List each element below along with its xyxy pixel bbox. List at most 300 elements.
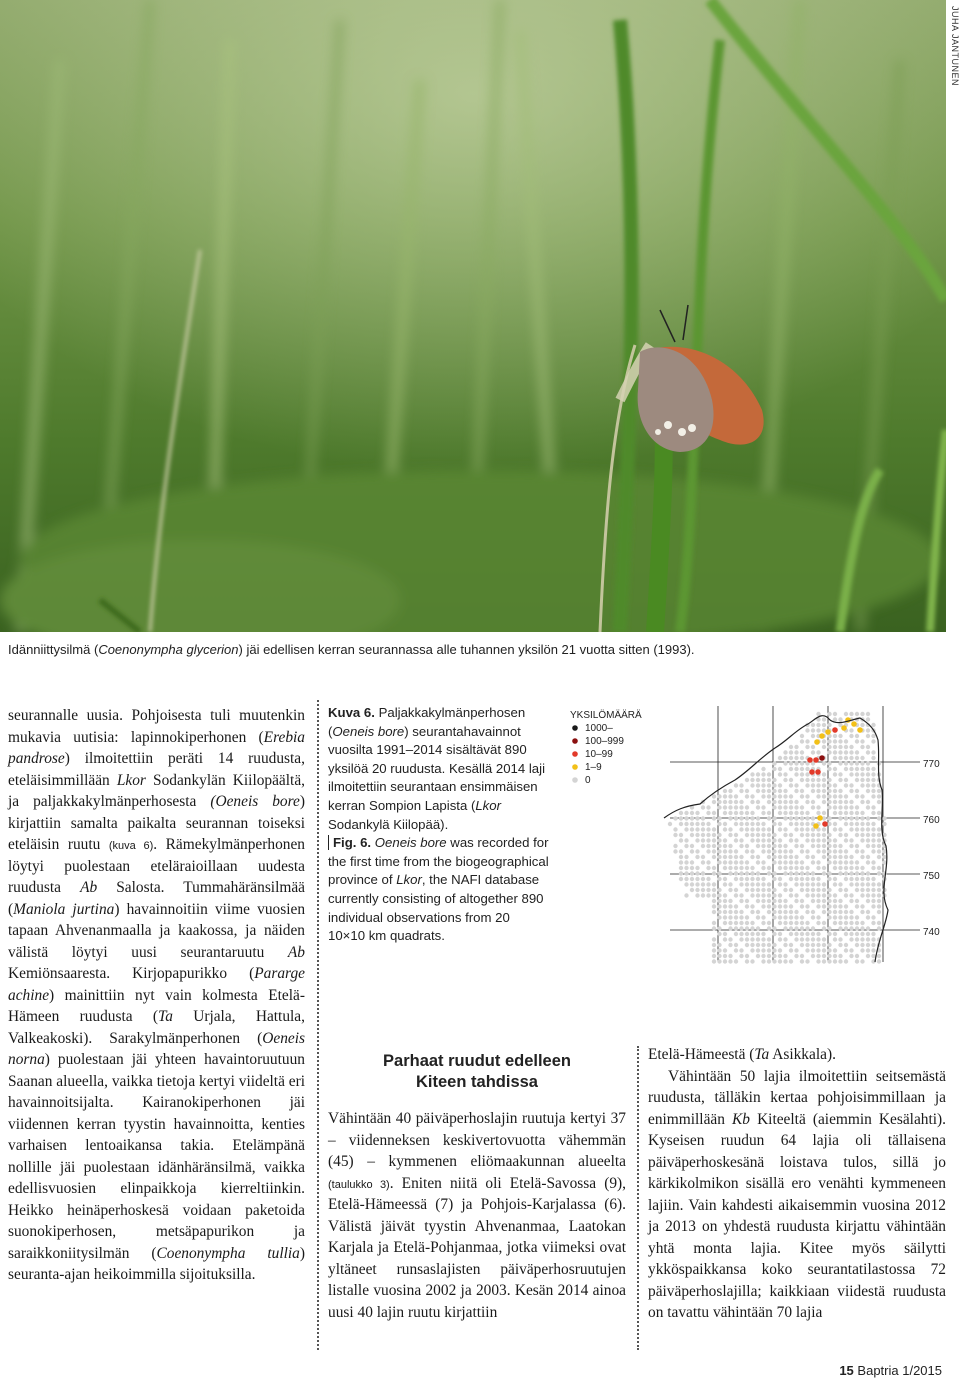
cell-dot: [789, 794, 793, 798]
cell-dot: [783, 871, 787, 875]
cell-dot: [723, 822, 727, 826]
cell-dot: [844, 904, 848, 908]
cell-dot: [844, 888, 848, 892]
cell-dot: [800, 816, 804, 820]
cell-dot: [701, 871, 705, 875]
cell-dot: [690, 860, 694, 864]
cell-dot: [745, 926, 749, 930]
cell-dot: [761, 772, 765, 776]
cell-dot: [717, 860, 721, 864]
legend-label: 1000–: [585, 723, 613, 734]
cell-dot: [816, 833, 820, 837]
cell-dot: [756, 893, 760, 897]
cell-dot: [811, 893, 815, 897]
cell-dot: [855, 926, 859, 930]
cell-dot: [866, 833, 870, 837]
cell-dot: [712, 893, 716, 897]
cell-dot: [800, 739, 804, 743]
cell-dot: [833, 805, 837, 809]
cell-dot: [871, 943, 875, 947]
cell-dot: [849, 734, 853, 738]
cell-dot: [750, 904, 754, 908]
cell-dot: [816, 888, 820, 892]
cell-dot: [761, 915, 765, 919]
grid-cell-dots: [668, 712, 887, 964]
cell-dot: [734, 811, 738, 815]
cell-dot: [833, 910, 837, 914]
cell-dot: [789, 888, 793, 892]
cell-dot: [866, 954, 870, 958]
cell-dot: [822, 723, 826, 727]
cell-dot: [745, 904, 749, 908]
cell-dot: [756, 888, 760, 892]
cell-dot: [712, 833, 716, 837]
column-divider-2: [637, 1046, 639, 1350]
cell-dot: [866, 822, 870, 826]
cell-dot: [871, 893, 875, 897]
cell-dot: [827, 893, 831, 897]
cell-dot: [871, 789, 875, 793]
cell-dot: [833, 745, 837, 749]
cell-dot: [838, 794, 842, 798]
cell-dot: [800, 932, 804, 936]
cell-dot: [783, 827, 787, 831]
cell-dot: [855, 849, 859, 853]
cell-dot: [728, 910, 732, 914]
cell-dot: [827, 959, 831, 963]
cell-dot: [767, 921, 771, 925]
cell-dot: [712, 904, 716, 908]
cell-dot: [756, 860, 760, 864]
cell-dot: [811, 734, 815, 738]
cell-dot: [761, 767, 765, 771]
cell-dot: [816, 932, 820, 936]
cell-dot: [833, 959, 837, 963]
cell-dot: [756, 877, 760, 881]
cell-dot: [717, 904, 721, 908]
cell-dot: [734, 833, 738, 837]
cell-dot: [855, 789, 859, 793]
cell-dot: [767, 811, 771, 815]
cell-dot: [756, 915, 760, 919]
cell-dot: [816, 838, 820, 842]
cell-dot: [794, 800, 798, 804]
cell-dot: [789, 833, 793, 837]
cell-dot: [756, 932, 760, 936]
cell-dot: [805, 904, 809, 908]
cell-dot: [805, 767, 809, 771]
cell-dot: [860, 893, 864, 897]
cell-dot: [723, 915, 727, 919]
meadow-butterfly-image: [0, 0, 946, 632]
cell-dot: [800, 921, 804, 925]
cell-dot: [844, 822, 848, 826]
cell-dot: [822, 888, 826, 892]
cell-dot: [734, 932, 738, 936]
cell-dot: [756, 805, 760, 809]
cell-dot: [717, 833, 721, 837]
cell-dot: [783, 849, 787, 853]
cell-dot: [849, 882, 853, 886]
cell-dot: [684, 893, 688, 897]
cell-dot: [723, 904, 727, 908]
cell-dot: [800, 860, 804, 864]
cell-dot: [684, 882, 688, 886]
cell-dot: [800, 761, 804, 765]
cell-dot: [717, 816, 721, 820]
cell-dot: [794, 915, 798, 919]
cell-dot: [723, 954, 727, 958]
cell-dot: [695, 882, 699, 886]
cell-dot: [860, 745, 864, 749]
cell-dot: [739, 932, 743, 936]
cell-dot: [695, 871, 699, 875]
cell-dot: [855, 877, 859, 881]
photo-caption: Idänniittysilmä (Coenonympha glycerion) jäi edellisen kerran seurannassa alle tuhannen yksilön 21 vuotta sitten (1993).: [8, 642, 695, 657]
cell-dot: [838, 888, 842, 892]
cell-dot: [734, 910, 738, 914]
cell-dot: [783, 756, 787, 760]
observation-dot: [813, 823, 819, 829]
cell-dot: [717, 800, 721, 804]
cell-dot: [789, 921, 793, 925]
cell-dot: [844, 910, 848, 914]
cell-dot: [750, 822, 754, 826]
cell-dot: [816, 904, 820, 908]
cell-dot: [794, 827, 798, 831]
cell-dot: [739, 877, 743, 881]
cell-dot: [811, 833, 815, 837]
cell-dot: [783, 943, 787, 947]
cell-dot: [794, 932, 798, 936]
cell-dot: [767, 904, 771, 908]
cell-dot: [827, 904, 831, 908]
cell-dot: [855, 915, 859, 919]
cell-dot: [789, 816, 793, 820]
cell-dot: [849, 899, 853, 903]
cell-dot: [728, 943, 732, 947]
cell-dot: [695, 877, 699, 881]
cell-dot: [822, 855, 826, 859]
cell-dot: [745, 866, 749, 870]
cell-dot: [822, 739, 826, 743]
cell-dot: [827, 849, 831, 853]
cell-dot: [800, 844, 804, 848]
cell-dot: [849, 860, 853, 864]
cell-dot: [833, 855, 837, 859]
cell-dot: [827, 899, 831, 903]
cell-dot: [855, 860, 859, 864]
section-heading-line-1: Parhaat ruudut edelleen: [383, 1052, 571, 1070]
cell-dot: [844, 871, 848, 875]
section-heading: [328, 1051, 626, 1093]
cell-dot: [761, 805, 765, 809]
cell-dot: [712, 849, 716, 853]
cell-dot: [860, 739, 864, 743]
cell-dot: [866, 926, 870, 930]
cell-dot: [871, 921, 875, 925]
cell-dot: [805, 827, 809, 831]
cell-dot: [684, 844, 688, 848]
cell-dot: [778, 866, 782, 870]
cell-dot: [717, 910, 721, 914]
cell-dot: [767, 772, 771, 776]
cell-dot: [849, 750, 853, 754]
cell-dot: [811, 943, 815, 947]
journal-name: Baptria 1/2015: [857, 1363, 942, 1378]
cell-dot: [805, 811, 809, 815]
cell-dot: [827, 888, 831, 892]
cell-dot: [849, 772, 853, 776]
cell-dot: [734, 959, 738, 963]
body-column-3: Etelä-Hämeestä (Ta Asikkala). Vähintään 50 lajia ilmoitettiin seitsemästä ruudusta, tälläkin kertaa pohjoisimmillaan ja enimmillään Kb Kiteeltä (aiemmin Kesälahti). Kyseisen ruudun 64 lajia oli tällaisena päiväperhoskesänä loistava tulos, sillä jo kärkikolmikon sisällä ero venähti kymmeneen lajiin. Vain kahdesti aikaisemmin vuosina 2012 ja 2013 on yhdestä ruudusta kirjattu vähintään yhtä monta lajia. Kitee myös säilytti ykköspaikkansa koko seurantatilastossa 72 päiväperhoslajilla; kaikkiaan viidestä ruudusta on tavattu vähintään 70 lajia: [648, 1046, 947, 1321]
cell-dot: [706, 888, 710, 892]
lat-label-770: 770: [923, 759, 940, 770]
cell-dot: [849, 805, 853, 809]
cell-dot: [811, 789, 815, 793]
cell-dot: [756, 783, 760, 787]
cell-dot: [767, 871, 771, 875]
cell-dot: [772, 910, 776, 914]
cell-dot: [789, 767, 793, 771]
cell-dot: [761, 844, 765, 848]
cell-dot: [871, 915, 875, 919]
cell-dot: [860, 712, 864, 716]
cell-dot: [767, 948, 771, 952]
cell-dot: [827, 833, 831, 837]
cell-dot: [871, 882, 875, 886]
cell-dot: [767, 866, 771, 870]
cell-dot: [838, 849, 842, 853]
cell-dot: [844, 893, 848, 897]
cell-dot: [745, 811, 749, 815]
cell-dot: [668, 822, 672, 826]
cell-dot: [816, 877, 820, 881]
cell-dot: [833, 772, 837, 776]
cell-dot: [816, 712, 820, 716]
cell-dot: [805, 778, 809, 782]
cell-dot: [750, 893, 754, 897]
cell-dot: [712, 816, 716, 820]
cell-dot: [849, 838, 853, 842]
cell-dot: [772, 822, 776, 826]
cell-dot: [772, 783, 776, 787]
cell-dot: [706, 822, 710, 826]
cell-dot: [849, 728, 853, 732]
cell-dot: [860, 756, 864, 760]
cell-dot: [723, 800, 727, 804]
cell-dot: [822, 794, 826, 798]
cell-dot: [789, 904, 793, 908]
cell-dot: [739, 860, 743, 864]
cell-dot: [712, 844, 716, 848]
page-footer: [839, 1363, 942, 1378]
cell-dot: [794, 893, 798, 897]
cell-dot: [690, 849, 694, 853]
cell-dot: [750, 871, 754, 875]
cell-dot: [838, 827, 842, 831]
cell-dot: [849, 921, 853, 925]
cell-dot: [745, 833, 749, 837]
cell-dot: [838, 833, 842, 837]
cell-dot: [723, 910, 727, 914]
cell-dot: [701, 888, 705, 892]
cell-dot: [822, 904, 826, 908]
cell-dot: [728, 871, 732, 875]
cell-dot: [877, 838, 881, 842]
cell-dot: [728, 882, 732, 886]
cell-dot: [772, 849, 776, 853]
cell-dot: [833, 937, 837, 941]
cell-dot: [844, 805, 848, 809]
cell-dot: [745, 827, 749, 831]
cell-dot: [706, 838, 710, 842]
cell-dot: [706, 844, 710, 848]
cell-dot: [783, 816, 787, 820]
cell-dot: [783, 761, 787, 765]
cell-dot: [844, 816, 848, 820]
photo-credit: JUHA JANTUNEN: [950, 6, 960, 87]
cell-dot: [783, 855, 787, 859]
cell-dot: [723, 866, 727, 870]
cell-dot: [794, 882, 798, 886]
cell-dot: [701, 844, 705, 848]
cell-dot: [877, 926, 881, 930]
cell-dot: [822, 717, 826, 721]
cell-dot: [772, 833, 776, 837]
cell-dot: [866, 761, 870, 765]
cell-dot: [871, 827, 875, 831]
cell-dot: [866, 772, 870, 776]
cell-dot: [789, 838, 793, 842]
cell-dot: [871, 866, 875, 870]
cell-dot: [690, 811, 694, 815]
cell-dot: [745, 888, 749, 892]
cell-dot: [767, 959, 771, 963]
cell-dot: [827, 926, 831, 930]
cell-dot: [734, 855, 738, 859]
cell-dot: [860, 761, 864, 765]
cell-dot: [877, 954, 881, 958]
cell-dot: [778, 915, 782, 919]
cell-dot: [761, 893, 765, 897]
cell-dot: [849, 816, 853, 820]
cell-dot: [723, 882, 727, 886]
cell-dot: [756, 816, 760, 820]
cell-dot: [778, 893, 782, 897]
cell-dot: [745, 899, 749, 903]
cell-dot: [805, 921, 809, 925]
cell-dot: [756, 855, 760, 859]
cell-dot: [701, 882, 705, 886]
cell-dot: [871, 783, 875, 787]
cell-dot: [761, 866, 765, 870]
cell-dot: [723, 877, 727, 881]
cell-dot: [816, 728, 820, 732]
cell-dot: [816, 849, 820, 853]
cell-dot: [877, 910, 881, 914]
cell-dot: [739, 827, 743, 831]
cell-dot: [805, 838, 809, 842]
cell-dot: [734, 866, 738, 870]
cell-dot: [734, 915, 738, 919]
cell-dot: [734, 794, 738, 798]
cell-dot: [805, 888, 809, 892]
cell-dot: [712, 882, 716, 886]
cell-dot: [767, 937, 771, 941]
cell-dot: [800, 943, 804, 947]
cell-dot: [756, 778, 760, 782]
cell-dot: [800, 756, 804, 760]
cell-dot: [701, 893, 705, 897]
cell-dot: [877, 904, 881, 908]
cell-dot: [789, 811, 793, 815]
cell-dot: [690, 822, 694, 826]
cell-dot: [855, 761, 859, 765]
cell-dot: [690, 888, 694, 892]
cell-dot: [866, 717, 870, 721]
legend-dot: [572, 777, 578, 783]
cell-dot: [783, 915, 787, 919]
cell-dot: [739, 855, 743, 859]
cell-dot: [849, 756, 853, 760]
cell-dot: [860, 943, 864, 947]
cell-dot: [811, 910, 815, 914]
cell-dot: [723, 921, 727, 925]
cell-dot: [750, 926, 754, 930]
cell-dot: [838, 910, 842, 914]
cell-dot: [717, 899, 721, 903]
cell-dot: [712, 954, 716, 958]
cell-dot: [827, 778, 831, 782]
cell-dot: [739, 811, 743, 815]
cell-dot: [882, 855, 886, 859]
cell-dot: [855, 750, 859, 754]
cell-dot: [750, 855, 754, 859]
cell-dot: [866, 750, 870, 754]
cell-dot: [679, 838, 683, 842]
cell-dot: [690, 871, 694, 875]
cell-dot: [778, 948, 782, 952]
cell-dot: [855, 739, 859, 743]
cell-dot: [838, 816, 842, 820]
cell-dot: [673, 833, 677, 837]
cell-dot: [860, 827, 864, 831]
cell-dot: [800, 805, 804, 809]
cell-dot: [767, 827, 771, 831]
cell-dot: [690, 866, 694, 870]
cell-dot: [805, 783, 809, 787]
figure-6-caption: Kuva 6. Paljakkakylmänperhosen (Oeneis bore) seurantahavainnot vuosilta 1991–2014 sisältävät 890 yksilöä 20 ruudusta. Kesällä 2014 laji ilmoitettiin seurantaan ensimmäisen kerran Sompion Lapista (Lkor Sodankylä Kiilopää). Fig. 6. Oeneis bore was recorded for the first time from the biogeographical province of Lkor, the NAFI database currently consisting of altogether 890 individual observations from 20 10×10 km quadrats.: [328, 705, 549, 944]
cell-dot: [789, 926, 793, 930]
cell-dot: [695, 866, 699, 870]
cell-dot: [871, 811, 875, 815]
observation-dot: [813, 757, 819, 763]
cell-dot: [772, 767, 776, 771]
cell-dot: [833, 904, 837, 908]
cell-dot: [778, 882, 782, 886]
cell-dot: [844, 756, 848, 760]
cell-dot: [816, 750, 820, 754]
cell-dot: [761, 833, 765, 837]
cell-dot: [794, 767, 798, 771]
cell-dot: [778, 783, 782, 787]
cell-dot: [860, 778, 864, 782]
cell-dot: [822, 926, 826, 930]
cell-dot: [822, 871, 826, 875]
cell-dot: [811, 915, 815, 919]
cell-dot: [789, 915, 793, 919]
